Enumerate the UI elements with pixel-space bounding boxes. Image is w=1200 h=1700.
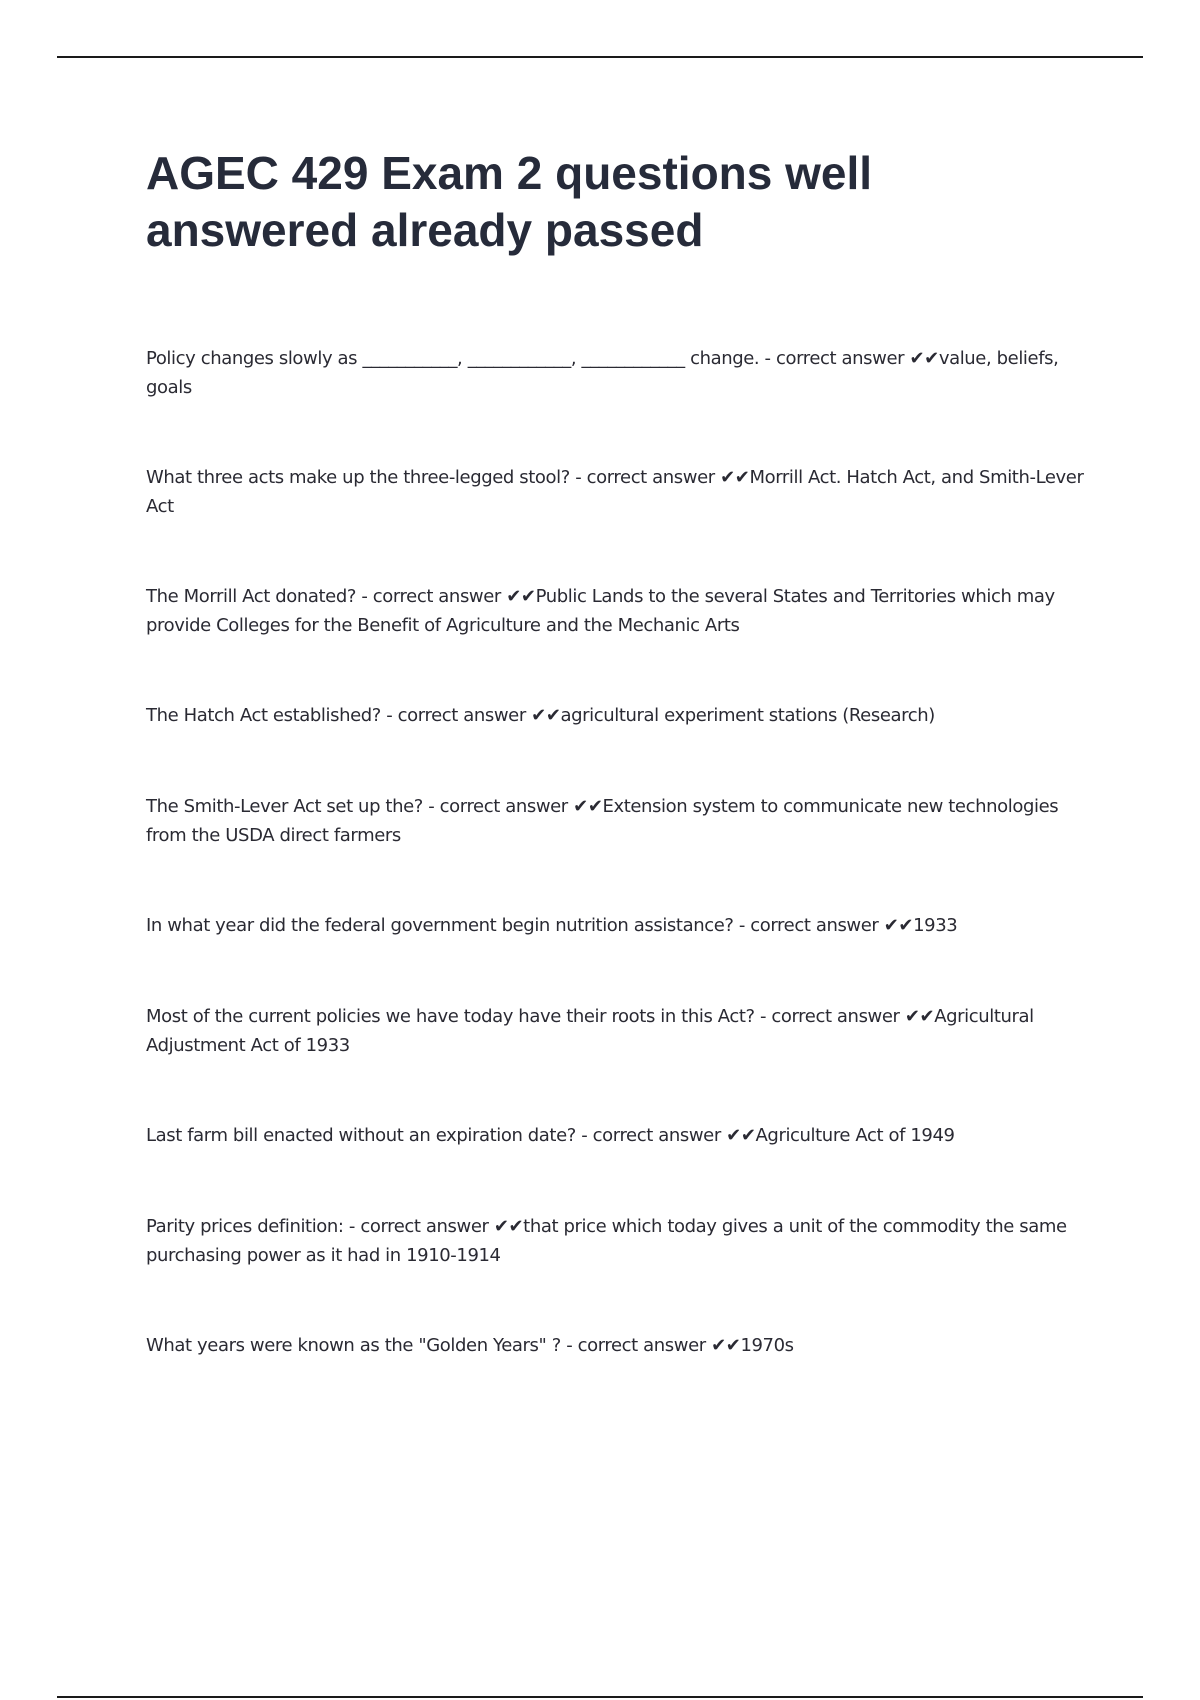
qa-item-4: The Hatch Act established? - correct answer ✔✔agricultural experiment stations (Research) — [146, 705, 935, 726]
qa-item-2: What three acts make up the three-legged stool? - correct answer ✔✔Morrill Act. Hatch Act, and Smith-Lever Act — [146, 467, 1084, 517]
qa-item-10: What years were known as the "Golden Years" ? - correct answer ✔✔1970s — [146, 1335, 794, 1356]
qa-item-6: In what year did the federal government begin nutrition assistance? - correct answer ✔✔1933 — [146, 915, 958, 936]
qa-item-7: Most of the current policies we have today have their roots in this Act? - correct answer ✔✔Agricultural Adjustment Act of 1933 — [146, 1006, 1034, 1056]
bottom-rule — [57, 1696, 1143, 1698]
qa-item-8: Last farm bill enacted without an expiration date? - correct answer ✔✔Agriculture Act of 1949 — [146, 1125, 955, 1146]
qa-item-5: The Smith-Lever Act set up the? - correct answer ✔✔Extension system to communicate new technologies from the USDA direct farmers — [146, 796, 1059, 846]
document-title: AGEC 429 Exam 2 questions well answered already passed — [146, 147, 873, 256]
qa-item-3: The Morrill Act donated? - correct answer ✔✔Public Lands to the several States and Territories which may provide Colleges for the Benefit of Agriculture and the Mechanic Arts — [146, 586, 1055, 636]
top-rule — [57, 56, 1143, 58]
question-answer-list — [146, 344, 1086, 1422]
qa-item-9: Parity prices definition: - correct answer ✔✔that price which today gives a unit of the commodity the same purchasing power as it had in 1910-1914 — [146, 1216, 1067, 1266]
qa-item-1: Policy changes slowly as ___________, ____________, ____________ change. - correct answer ✔✔value, beliefs, goals — [146, 348, 1059, 398]
